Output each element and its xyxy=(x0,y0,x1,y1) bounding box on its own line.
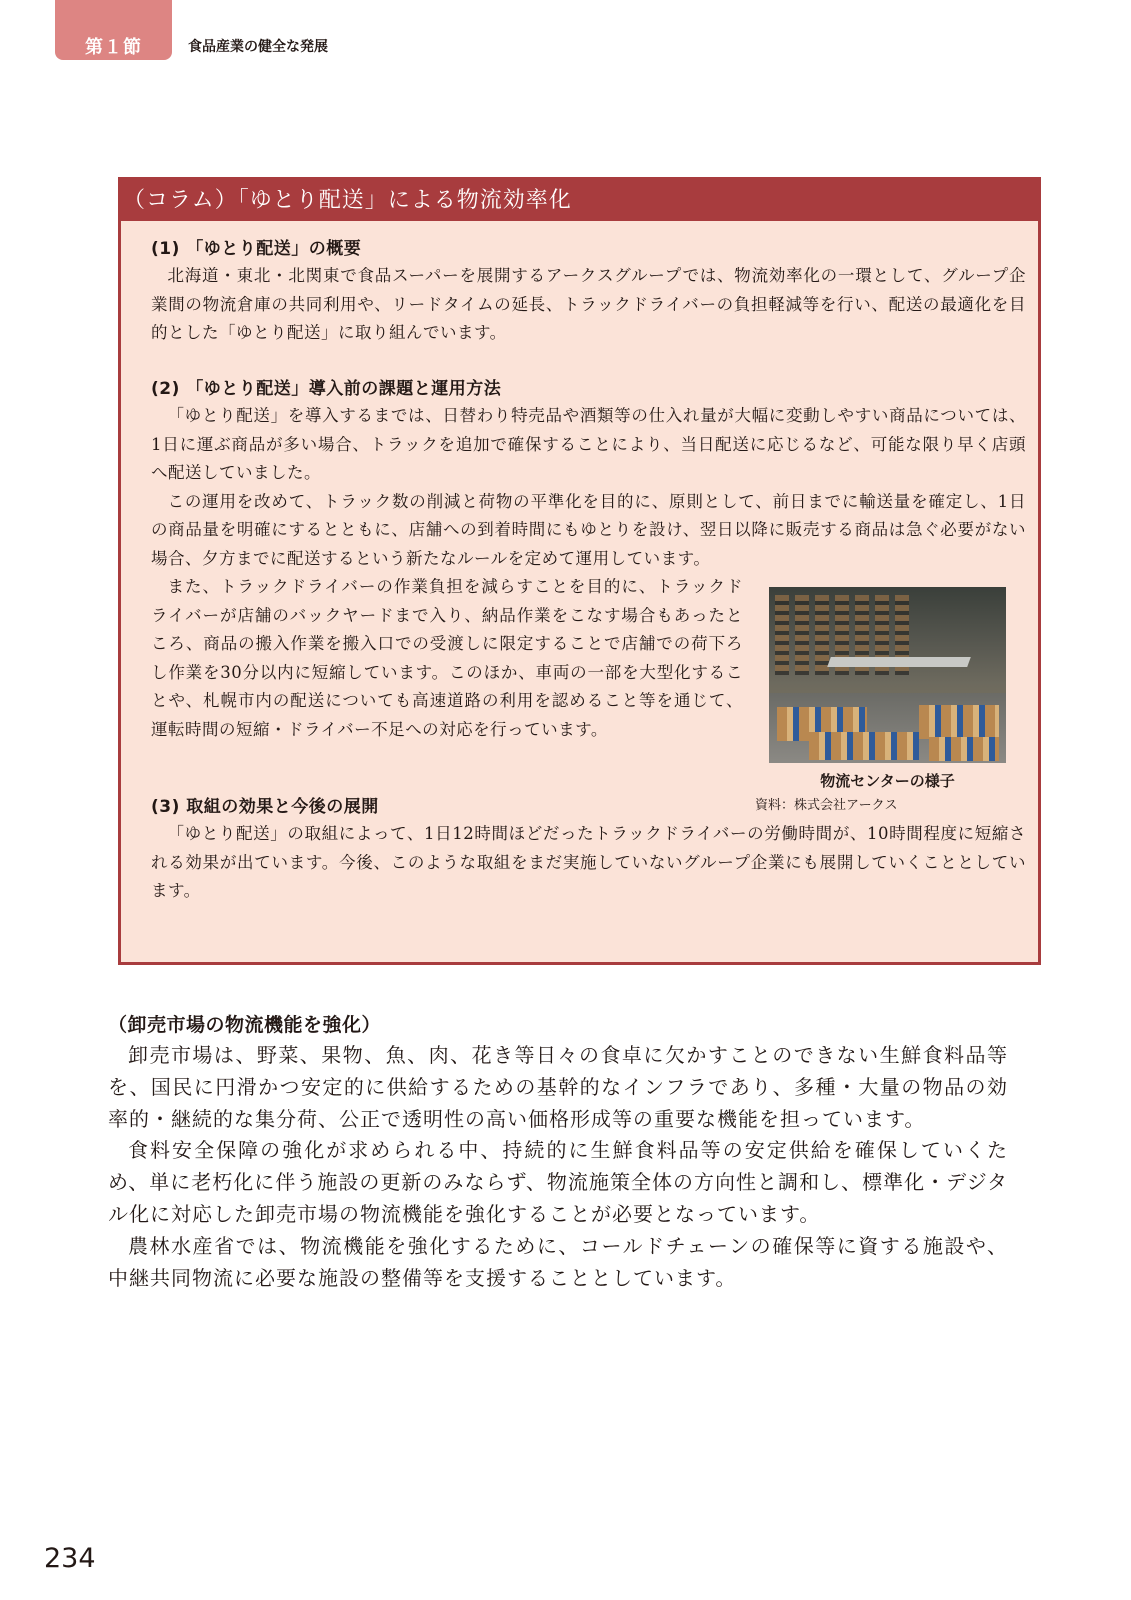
section-tab: 第１節 xyxy=(55,0,172,60)
paragraph: 農林水産省では、物流機能を強化するために、コールドチェーンの確保等に資する施設や、中継共同物流に必要な施設の整備等を支援することとしています。 xyxy=(108,1233,1008,1290)
page-number: 234 xyxy=(44,1543,96,1574)
photo-caption: 物流センターの様子 xyxy=(820,772,955,790)
paragraph: また、トラックドライバーの作業負担を減らすことを目的に、トラックドライバーが店舗のバックヤードまで入り、納品作業をこなす場合もあったところ、商品の搬入作業を搬入口での受渡しに限定することで店舗での荷下ろし作業を30分以内に短縮しています。このほか、車両の一部を大型化することや、札幌市内の配送についても高速道路の利用を認めること等を通じて、運転時間の短縮・ドライバー不足への対応を行っています。 xyxy=(151,577,743,739)
column-text-3 xyxy=(151,820,1026,906)
column-title: （コラム）「ゆとり配送」による物流効率化 xyxy=(121,180,1038,221)
column-text-2b xyxy=(151,573,743,744)
paragraph: 卸売市場は、野菜、果物、魚、肉、花き等日々の食卓に欠かすことのできない生鮮食料品等を、国民に円滑かつ安定的に供給するための基幹的なインフラであり、多種・大量の物品の効率的・継続的な集分荷、公正で透明性の高い価格形成等の重要な機能を担っています。 xyxy=(108,1043,1008,1131)
photo-source: 資料：株式会社アークス xyxy=(755,798,898,813)
column-box xyxy=(118,177,1041,965)
column-subheading-1: (1) 「ゆとり配送」の概要 xyxy=(151,239,362,259)
paragraph: 食料安全保障の強化が求められる中、持続的に生鮮食料品等の安定供給を確保していくため、単に老朽化に伴う施設の更新のみならず、物流施策全体の方向性と調和し、標準化・デジタル化に対応した卸売市場の物流機能を強化することが必要となっています。 xyxy=(108,1138,1008,1226)
paragraph: 「ゆとり配送」の取組によって、1日12時間ほどだったトラックドライバーの労働時間が、10時間程度に短縮される効果が出ています。今後、このような取組をまだ実施していないグループ企業にも展開していくこととしています。 xyxy=(151,824,1026,900)
column-text-2 xyxy=(151,402,1026,573)
paragraph: 北海道・東北・北関東で食品スーパーを展開するアークスグループでは、物流効率化の一環として、グループ企業間の物流倉庫の共同利用や、リードタイムの延長、トラックドライバーの負担軽減等を行い、配送の最適化を目的とした「ゆとり配送」に取り組んでいます。 xyxy=(151,266,1026,342)
paragraph: この運用を改めて、トラック数の削減と荷物の平準化を目的に、原則として、前日までに輸送量を確定し、1日の商品量を明確にするとともに、店舗への到着時間にもゆとりを設け、翌日以降に販売する商品は急ぐ必要がない場合、夕方までに配送するという新たなルールを定めて運用しています。 xyxy=(151,491,1026,568)
column-subheading-2: (2) 「ゆとり配送」導入前の課題と運用方法 xyxy=(151,379,502,399)
body-text xyxy=(108,1040,1008,1294)
paragraph: 「ゆとり配送」を導入するまでは、日替わり特売品や酒類等の仕入れ量が大幅に変動しやすい商品については、1日に運ぶ商品が多い場合、トラックを追加で確保することにより、当日配送に応じるなど、可能な限り早く店頭へ配送していました。 xyxy=(151,406,1026,482)
column-text-1 xyxy=(151,262,1026,348)
section-heading: （卸売市場の物流機能を強化） xyxy=(108,1014,382,1036)
column-subheading-3: (3) 取組の効果と今後の展開 xyxy=(151,797,379,817)
section-title: 食品産業の健全な発展 xyxy=(188,39,328,55)
logistics-center-photo xyxy=(769,587,1006,763)
